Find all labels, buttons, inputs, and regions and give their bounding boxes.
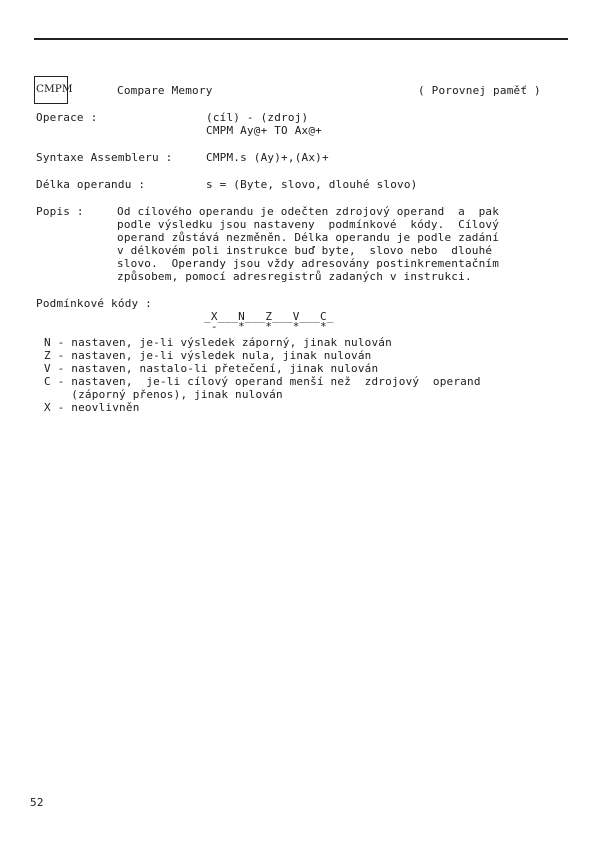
condition-code-item: (záporný přenos), jinak nulován bbox=[44, 388, 283, 401]
mnemonic-box bbox=[34, 76, 73, 104]
description-label: Popis : bbox=[36, 205, 84, 218]
description-line: operand zůstává nezměněn. Délka operandu je podle zadání bbox=[117, 231, 500, 244]
description-line: způsobem, pomocí adresregistrů zadaných v instrukci. bbox=[117, 270, 472, 283]
page-number: 52 bbox=[30, 796, 44, 809]
instruction-name: Compare Memory bbox=[117, 84, 213, 97]
condition-code-item: Z - nastaven, je-li výsledek nula, jinak nulován bbox=[44, 349, 372, 362]
operand-length-value: s = (Byte, slovo, dlouhé slovo) bbox=[206, 178, 418, 191]
assembler-value: CMPM.s (Ay)+,(Ax)+ bbox=[206, 151, 329, 164]
condition-codes-label: Podmínkové kódy : bbox=[36, 297, 152, 310]
description-line: slovo. Operandy jsou vždy adresovány postinkrementačním bbox=[117, 257, 500, 270]
operation-line-1: (cíl) - (zdroj) bbox=[206, 111, 309, 124]
description-line: v délkovém poli instrukce buď byte, slovo nebo dlouhé bbox=[117, 244, 493, 257]
mnemonic: CMPM bbox=[36, 83, 73, 95]
top-rule bbox=[34, 38, 568, 40]
description-line: podle výsledku jsou nastaveny podmínkové kódy. Cílový bbox=[117, 218, 500, 231]
operation-line-2: CMPM Ay@+ TO Ax@+ bbox=[206, 124, 322, 137]
description-line: Od cílového operandu je odečten zdrojový operand a pak bbox=[117, 205, 500, 218]
condition-code-item: V - nastaven, nastalo-li přetečení, jinak nulován bbox=[44, 362, 379, 375]
condition-flags: _X___N___Z___V___C_ bbox=[204, 310, 334, 323]
operation-label: Operace : bbox=[36, 111, 98, 124]
condition-code-item: C - nastaven, je-li cílový operand menší než zdrojový operand bbox=[44, 375, 481, 388]
condition-code-item: X - neovlivněn bbox=[44, 401, 140, 414]
condition-code-item: N - nastaven, je-li výsledek záporný, jinak nulován bbox=[44, 336, 392, 349]
condition-flag-marks: - * * * * bbox=[204, 320, 334, 333]
operand-length-label: Délka operandu : bbox=[36, 178, 146, 191]
assembler-label: Syntaxe Assembleru : bbox=[36, 151, 173, 164]
instruction-czech-name: ( Porovnej paměť ) bbox=[418, 84, 541, 97]
